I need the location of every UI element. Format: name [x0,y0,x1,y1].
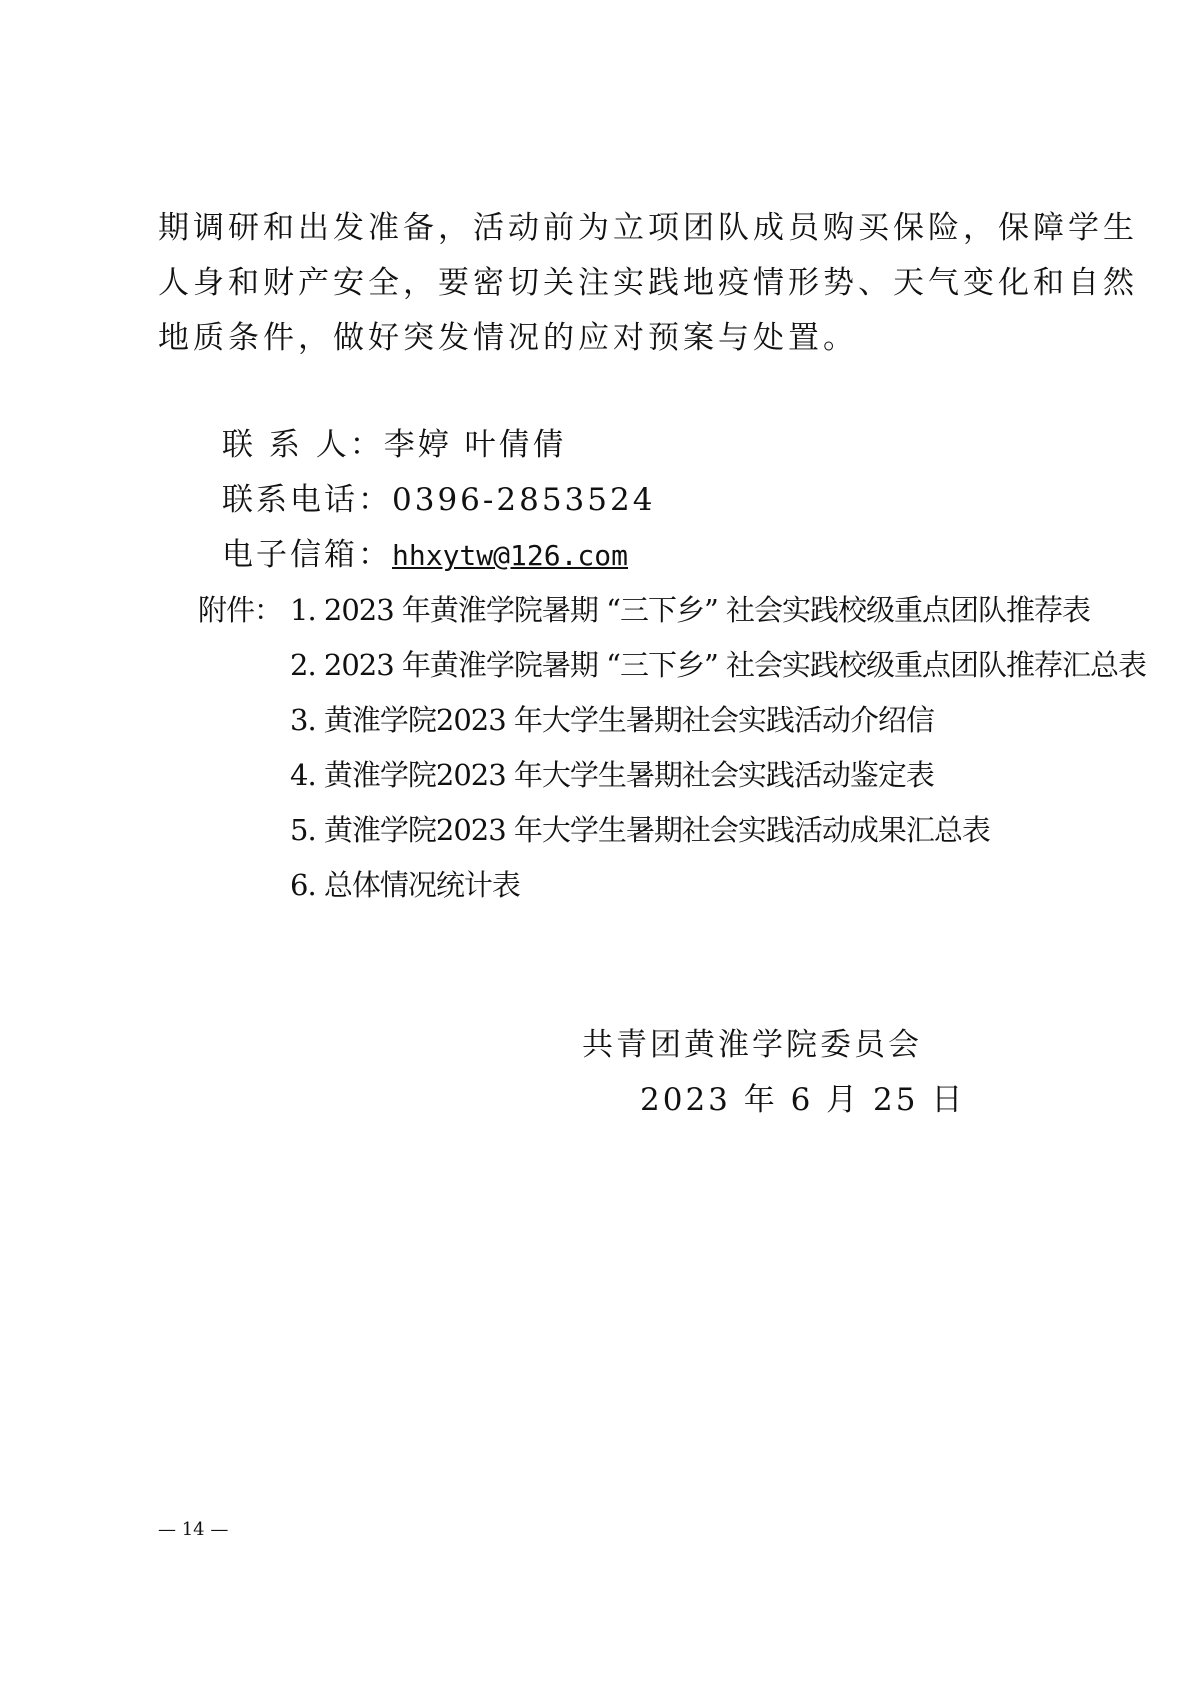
contact-phone-label: 联系电话： [222,482,392,518]
attachment-item-2: 2. 2023 年黄淮学院暑期 “三下乡” 社会实践校级重点团队推荐汇总表 [290,648,1146,682]
contact-person-label: 联 系 人： [222,427,384,463]
contact-person-value: 李婷 叶倩倩 [383,427,567,463]
contact-email [222,535,628,576]
signature-org: 共青团黄淮学院委员会 [582,1027,922,1063]
body-line-2: 人身和财产安全，要密切关注实践地疫情形势、天气变化和自然 [158,265,1138,301]
attachment-item-6: 6. 总体情况统计表 [290,868,520,902]
contact-phone [222,480,655,520]
attachment-label: 附件： [198,593,283,627]
contact-email-link[interactable]: hhxytw@126.com [392,539,629,572]
body-line-3: 地质条件，做好突发情况的应对预案与处置。 [158,320,858,356]
body-line-1: 期调研和出发准备，活动前为立项团队成员购买保险，保障学生 [158,210,1138,246]
attachment-item-4: 4. 黄淮学院2023 年大学生暑期社会实践活动鉴定表 [290,758,934,792]
contact-person [222,425,567,465]
contact-email-label: 电子信箱： [222,537,392,573]
attachment-item-1: 1. 2023 年黄淮学院暑期 “三下乡” 社会实践校级重点团队推荐表 [290,593,1090,627]
page-number: — 14 — [158,1519,229,1540]
signature-date: 2023 年 6 月 25 日 [640,1082,966,1118]
attachment-item-5: 5. 黄淮学院2023 年大学生暑期社会实践活动成果汇总表 [290,813,990,847]
attachment-item-3: 3. 黄淮学院2023 年大学生暑期社会实践活动介绍信 [290,703,934,737]
contact-phone-value: 0396-2853524 [392,482,656,518]
